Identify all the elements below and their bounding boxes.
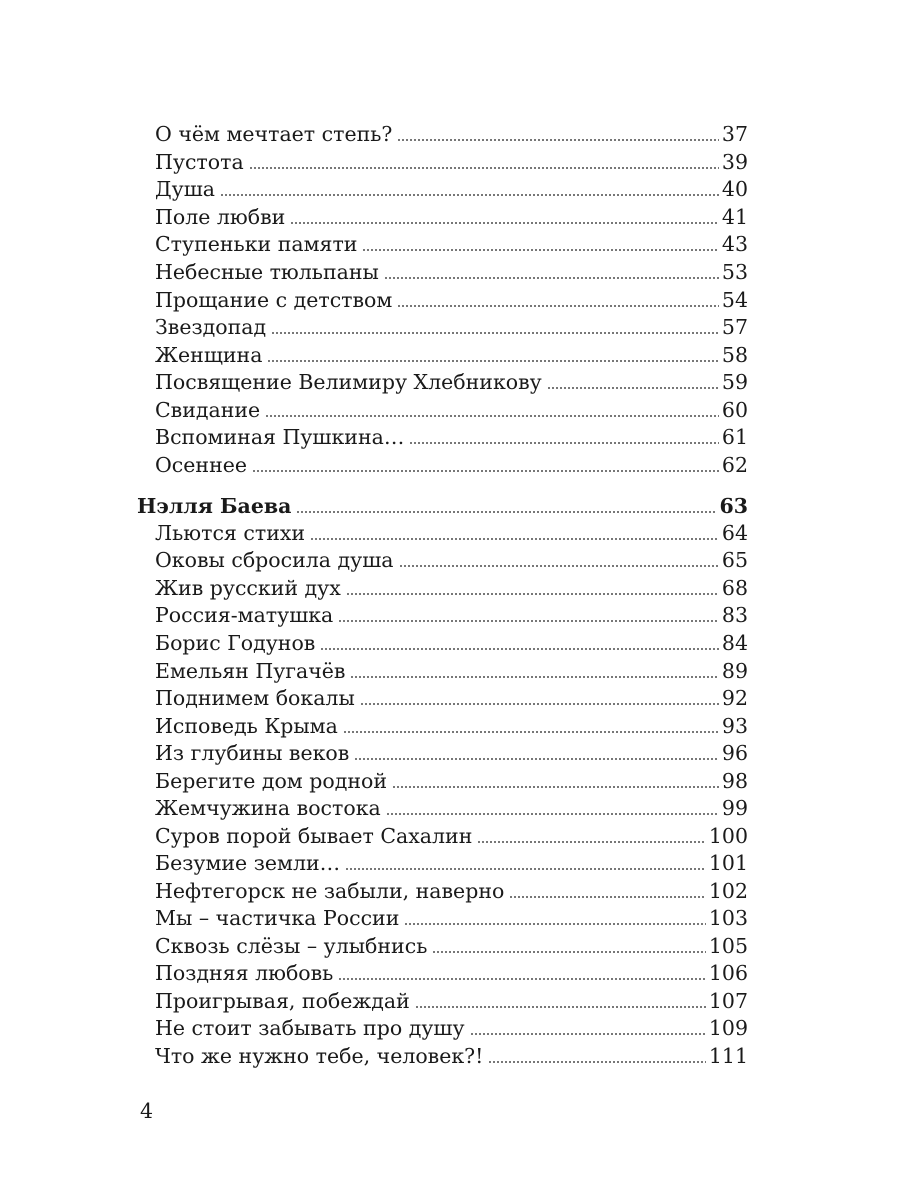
dot-leader [346, 574, 719, 596]
toc-entry-page: 40 [721, 177, 748, 201]
dot-leader [345, 849, 706, 871]
toc-entry [155, 794, 748, 822]
toc-entry [155, 286, 748, 314]
toc-author-name: Нэлля Баева [137, 494, 292, 518]
toc-entry-title: Емельян Пугачёв [155, 659, 346, 683]
toc-entry-page: 41 [721, 205, 748, 229]
toc-entry-page: 111 [708, 1044, 748, 1068]
toc-entry-page: 100 [708, 824, 748, 848]
toc-entry-page: 61 [721, 425, 748, 449]
dot-leader [397, 120, 718, 142]
toc-entry-title: Вспоминая Пушкина… [155, 425, 405, 449]
toc-entry [155, 657, 748, 685]
toc-entry-title: Звездопад [155, 315, 267, 339]
dot-leader [338, 959, 706, 981]
toc-entry-title: Оковы сбросила душа [155, 548, 394, 572]
toc-entry-page: 101 [708, 851, 748, 875]
toc-entry [155, 822, 748, 850]
toc-entry-page: 96 [721, 741, 748, 765]
toc-entry [155, 574, 748, 602]
toc-entry-page: 105 [708, 934, 748, 958]
toc-entry-page: 98 [721, 769, 748, 793]
dot-leader [252, 451, 719, 473]
toc-entry-title: Жив русский дух [155, 576, 341, 600]
toc-entry [155, 601, 748, 629]
toc-entry [155, 175, 748, 203]
toc-entry-page: 60 [721, 398, 748, 422]
toc-entry [155, 451, 748, 479]
toc-entry [155, 987, 748, 1015]
toc-entry-title: Льются стихи [155, 521, 306, 545]
toc-entry-page: 65 [721, 548, 748, 572]
toc-entry-page: 103 [708, 906, 748, 930]
toc-entry-page: 83 [721, 603, 748, 627]
toc-entry-page: 89 [721, 659, 748, 683]
toc-entry-title: Что же нужно тебе, человек?! [155, 1044, 484, 1068]
dot-leader [290, 203, 719, 225]
dot-leader [296, 492, 716, 514]
toc-entry [155, 932, 748, 960]
dot-leader [399, 546, 719, 568]
dot-leader [249, 148, 719, 170]
dot-leader [404, 904, 705, 926]
dot-leader [509, 877, 706, 899]
toc-entry [155, 368, 748, 396]
toc-entry-page: 68 [721, 576, 748, 600]
toc-entry [155, 396, 748, 424]
dot-leader [470, 1014, 706, 1036]
toc-entry-title: Ступеньки памяти [155, 232, 358, 256]
toc-entry-page: 43 [721, 232, 748, 256]
toc-entry [155, 877, 748, 905]
toc-entry [155, 684, 748, 712]
toc-entry-page: 99 [721, 796, 748, 820]
toc-entry-page: 59 [721, 370, 748, 394]
toc-entry [155, 423, 748, 451]
toc-entry [155, 767, 748, 795]
dot-leader [338, 601, 719, 623]
page-number: 4 [140, 1099, 154, 1123]
dot-leader [354, 739, 719, 761]
toc-entry-page: 92 [721, 686, 748, 710]
dot-leader [547, 368, 719, 390]
dot-leader [488, 1042, 705, 1064]
toc-entry-title: Жемчужина востока [155, 796, 381, 820]
dot-leader [265, 396, 719, 418]
toc-entry-page: 64 [721, 521, 748, 545]
toc-entry-title: Посвящение Велимиру Хлебникову [155, 370, 542, 394]
toc-entry-title: Нефтегорск не забыли, наверно [155, 879, 505, 903]
toc-entry-title: Пустота [155, 150, 244, 174]
toc-entry-page: 109 [708, 1016, 748, 1040]
toc-entry-title: О чём мечтает степь? [155, 122, 393, 146]
toc-entry-title: Свидание [155, 398, 261, 422]
dot-leader [432, 932, 705, 954]
toc-entry-title: Борис Годунов [155, 631, 316, 655]
toc-entry-title: Из глубины веков [155, 741, 350, 765]
toc-entry-title: Осеннее [155, 453, 248, 477]
toc-entry-title: Исповедь Крыма [155, 714, 338, 738]
toc-entry [155, 546, 748, 574]
dot-leader [392, 767, 719, 789]
toc-entry-title: Небесные тюльпаны [155, 260, 379, 284]
toc-entry-title: Не стоит забывать про душу [155, 1016, 465, 1040]
toc-entry-title: Суров порой бывает Сахалин [155, 824, 473, 848]
toc-entry [155, 1042, 748, 1070]
dot-leader [477, 822, 705, 844]
dot-leader [350, 657, 718, 679]
toc-entry [155, 203, 748, 231]
toc-entry-title: Душа [155, 177, 216, 201]
dot-leader [267, 341, 718, 363]
toc-entry [155, 519, 748, 547]
dot-leader [409, 423, 719, 445]
toc-entry [155, 313, 748, 341]
toc-entry [155, 230, 748, 258]
toc-entry [155, 341, 748, 369]
dot-leader [320, 629, 719, 651]
toc-entry [155, 904, 748, 932]
toc-entry-title: Берегите дом родной [155, 769, 388, 793]
toc-entry [155, 712, 748, 740]
dot-leader [271, 313, 719, 335]
toc-entry-title: Прощание с детством [155, 288, 393, 312]
toc-entry-title: Проигрывая, побеждай [155, 989, 410, 1013]
dot-leader [360, 684, 719, 706]
toc-entry [155, 1014, 748, 1042]
dot-leader [362, 230, 718, 252]
dot-leader [343, 712, 719, 734]
toc-entry-page: 107 [708, 989, 748, 1013]
toc-entry-page: 53 [721, 260, 748, 284]
toc-entry [155, 849, 748, 877]
dot-leader [220, 175, 719, 197]
toc-entry-title: Россия-матушка [155, 603, 334, 627]
toc-author-heading [137, 492, 748, 520]
toc-author-page: 63 [719, 494, 748, 518]
toc-entry-page: 84 [721, 631, 748, 655]
toc-entry-page: 58 [721, 343, 748, 367]
toc-entry [155, 959, 748, 987]
toc-entry [155, 120, 748, 148]
toc-entry [155, 629, 748, 657]
toc-entry-page: 93 [721, 714, 748, 738]
toc-entry-title: Поздняя любовь [155, 961, 334, 985]
toc-entry-page: 39 [721, 150, 748, 174]
toc-entry-page: 102 [708, 879, 748, 903]
dot-leader [386, 794, 719, 816]
dot-leader [397, 286, 719, 308]
dot-leader [415, 987, 706, 1009]
toc-entry-page: 62 [721, 453, 748, 477]
toc-entry-title: Поле любви [155, 205, 286, 229]
toc-entry [155, 148, 748, 176]
dot-leader [310, 519, 719, 541]
toc-entry-page: 106 [708, 961, 748, 985]
toc-entry [155, 739, 748, 767]
toc-entry-page: 54 [721, 288, 748, 312]
toc-entry-title: Мы – частичка России [155, 906, 400, 930]
toc-entry-title: Женщина [155, 343, 263, 367]
toc-entry [155, 258, 748, 286]
dot-leader [384, 258, 719, 280]
toc-entry-page: 37 [721, 122, 748, 146]
toc-entry-page: 57 [721, 315, 748, 339]
toc-entry-title: Сквозь слёзы – улыбнись [155, 934, 428, 958]
toc-entry-title: Поднимем бокалы [155, 686, 355, 710]
toc-entry-title: Безумие земли… [155, 851, 341, 875]
